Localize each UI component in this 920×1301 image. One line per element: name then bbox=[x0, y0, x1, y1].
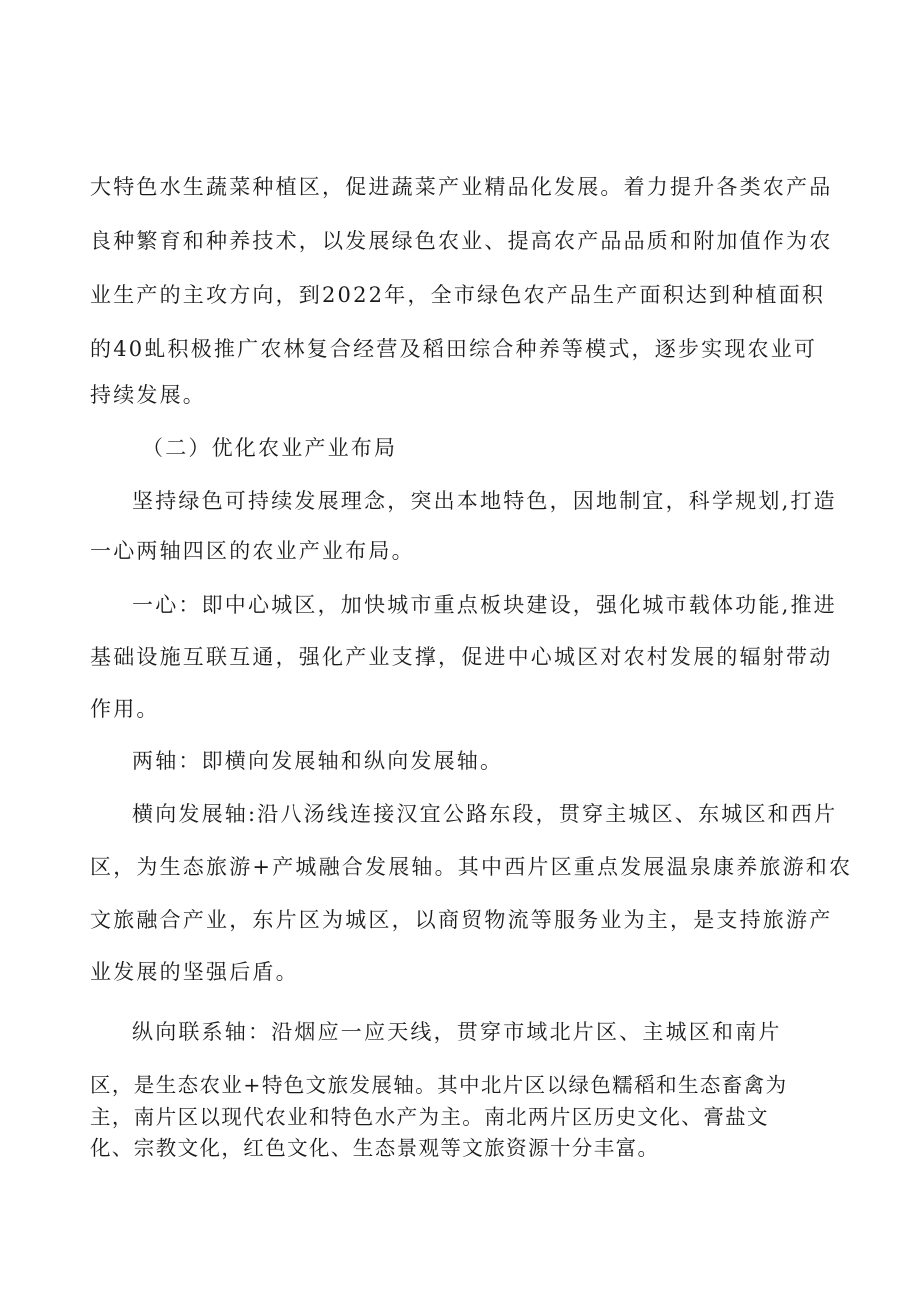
paragraph-line: 大特色水生蔬菜种植区，促进蔬菜产业精品化发展。着力提升各类农产品 bbox=[90, 175, 833, 199]
paragraph-line: 一心：即中心城区，加快城市重点板块建设，强化城市载体功能,推进 bbox=[132, 593, 837, 617]
paragraph-line: 业生产的主攻方向，到2022年，全市绿色农产品生产面积达到种植面积 bbox=[90, 283, 826, 307]
paragraph-line: 两轴：即横向发展轴和纵向发展轴。 bbox=[132, 749, 504, 773]
paragraph-line: 业发展的坚强后盾。 bbox=[90, 960, 299, 984]
section-heading: （二）优化农业产业布局 bbox=[142, 436, 398, 460]
paragraph-line: 化、宗教文化，红色文化、生态景观等文旅资源十分丰富。 bbox=[90, 1136, 660, 1160]
paragraph-line: 持续发展。 bbox=[90, 383, 206, 407]
paragraph-line: 主，南片区以现代农业和特色水产为主。南北两片区历史文化、膏盐文 bbox=[90, 1105, 769, 1129]
paragraph-line: 作用。 bbox=[90, 697, 160, 721]
paragraph-line: 一心两轴四区的农业产业布局。 bbox=[90, 539, 415, 563]
paragraph-line: 坚持绿色可持续发展理念，突出本地特色，因地制宜，科学规划,打造 bbox=[132, 489, 837, 513]
paragraph-line: 区，为生态旅游+产城融合发展轴。其中西片区重点发展温泉康养旅游和农 bbox=[90, 855, 853, 879]
paragraph-line: 区，是生态农业+特色文旅发展轴。其中北片区以绿色糯稻和生态畜禽为 bbox=[90, 1073, 788, 1097]
paragraph-line: 良种繁育和种养技术，以发展绿色农业、提高农产品品质和附加值作为农 bbox=[90, 229, 833, 253]
paragraph-line: 纵向联系轴：沿烟应一应天线，贯穿市域北片区、主城区和南片 bbox=[132, 1020, 782, 1044]
paragraph-line: 横向发展轴:沿八汤线连接汉宜公路东段，贯穿主城区、东城区和西片 bbox=[132, 802, 838, 826]
paragraph-line: 文旅融合产业，东片区为城区，以商贸物流等服务业为主，是支持旅游产 bbox=[90, 908, 833, 932]
paragraph-line: 基础设施互联互通，强化产业支撑，促进中心城区对农村发展的辐射带动 bbox=[90, 645, 833, 669]
paragraph-line: 的40虬积极推广农林复合经营及稻田综合种养等模式，逐步实现农业可 bbox=[90, 337, 818, 361]
